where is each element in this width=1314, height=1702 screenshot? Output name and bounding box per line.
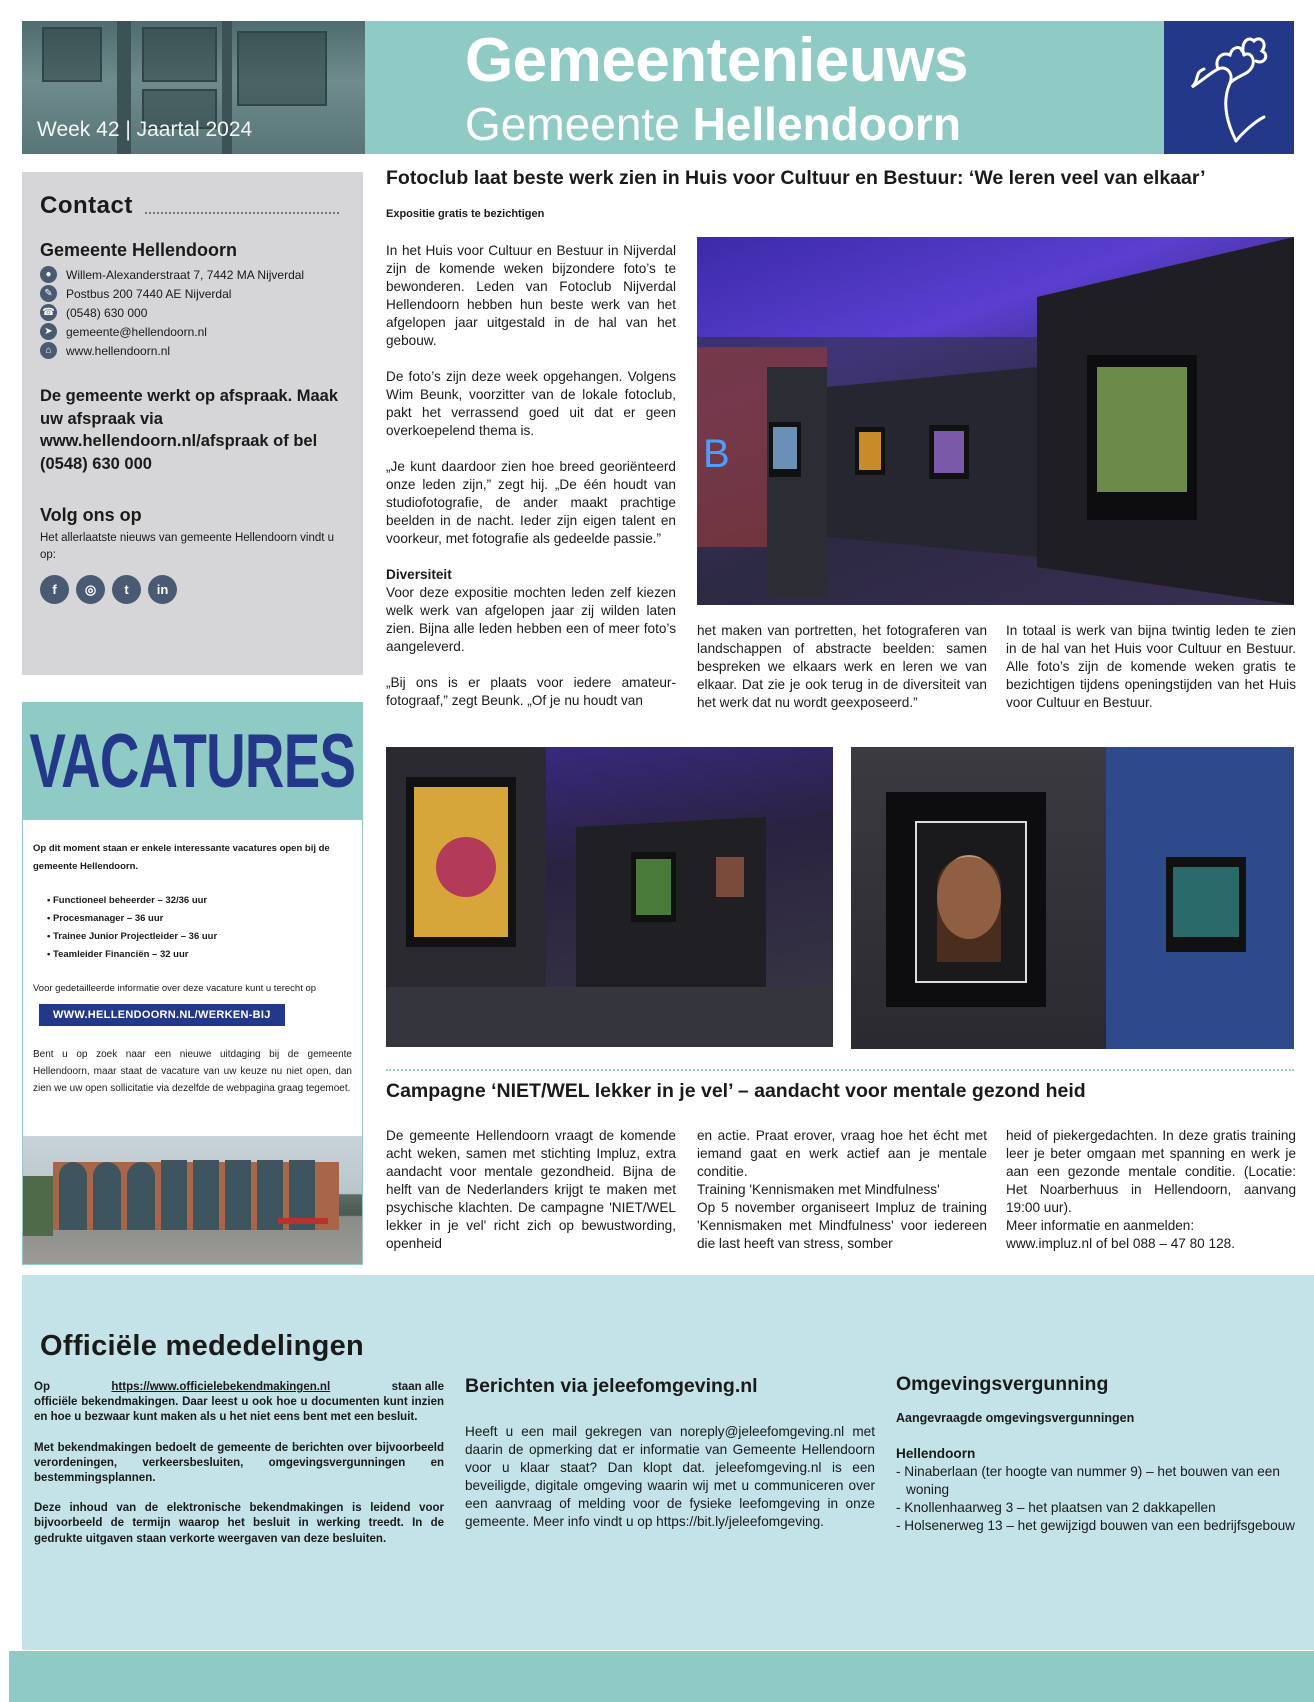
send-icon: ➤ — [40, 323, 57, 340]
instagram-icon[interactable]: ◎ — [76, 575, 105, 604]
contact-phone[interactable]: ☎ (0548) 630 000 — [40, 303, 345, 322]
tree-logo-icon — [1164, 21, 1294, 154]
exhibition-photo-2 — [386, 747, 833, 1047]
follow-heading: Volg ons op — [40, 505, 142, 525]
official-paragraph: Deze inhoud van de elektronische bekendmakingen is leidend voor bijvoorbeeld de termijn waarop het besluit in werking treedt. In de gedrukte uitgaven staan verkorte weergaven van deze besluiten. — [34, 1502, 444, 1545]
official-paragraph: Met bekendmakingen bedoelt de gemeente de berichten over bijvoorbeeld verordeningen, verkeersbesluiten, omgevingsvergunningen en bestemmingsplannen. — [34, 1441, 444, 1485]
jeleefomgeving-text: Heeft u een mail gekregen van noreply@jeleefomgeving.nl met daarin de opmerking dat er informatie van Gemeente Hellendoorn voor u klaar staat? Dan klopt dat. jeleefomgeving.nl is een beveiligde, digitale omgeving waarin wij met u communiceren over een aanvraag of melding voor de fysieke leefomgeving in onze gemeente. Meer info vindt u op https://bit.ly/jeleefomgeving. — [465, 1424, 875, 1529]
permit-place: Hellendoorn — [896, 1446, 976, 1461]
location-icon: ● — [40, 266, 57, 283]
article1-column-3 — [1006, 622, 1296, 730]
permit-subheading: Aangevraagde omgevingsvergunningen — [896, 1411, 1135, 1425]
article1-paragraph: De foto’s zijn deze week opgehangen. Volgens Wim Beunk, voorzitter van de lokale fotoclub, pakt het verrassend goed uit dat er geen overkoepelend thema is. — [386, 369, 676, 438]
permit-item: - Ninaberlaan (ter hoogte van nummer 9) – het bouwen van een woning — [896, 1464, 1280, 1497]
article1-paragraph: In totaal is werk van bijna twintig leden te zien in de hal van het Huis voor Cultuur en Bestuur. Alle foto’s zijn de komende weken gratis te bezichtigen tijdens openingstijden van het Huis voor Cultuur en Bestuur. — [1006, 623, 1296, 710]
article-separator — [386, 1069, 1294, 1071]
article1-subhead: Diversiteit — [386, 567, 452, 582]
contact-email[interactable]: ➤ gemeente@hellendoorn.nl — [40, 322, 345, 341]
home-icon: ⌂ — [40, 342, 57, 359]
masthead — [22, 21, 1294, 154]
article2-column-2 — [697, 1127, 987, 1253]
vacancies-box — [22, 702, 363, 1265]
phone-icon: ☎ — [40, 304, 57, 321]
twitter-icon[interactable]: t — [112, 575, 141, 604]
vacancies-footer-text: Bent u op zoek naar een nieuwe uitdaging bij de gemeente Hellendoorn, maar staat de vacature van uw keuze nu niet open, dan zien we uw open sollicitatie via dezelfde de webpagina graag tegemoet. — [33, 1049, 352, 1094]
contact-org: Gemeente Hellendoorn — [40, 240, 238, 260]
article1-column-1 — [386, 242, 676, 728]
permit-item: - Knollenhaarweg 3 – het plaatsen van 2 dakkapellen — [896, 1500, 1216, 1515]
official-heading: Officiële mededelingen — [40, 1330, 365, 1362]
article1-kicker: Expositie gratis te bezichtigen — [386, 208, 545, 220]
article2-paragraph: Op 5 november organiseert Impluz de training 'Kennismaken met Mindfulness' voor iedereen die last heeft van stress, somber — [697, 1200, 987, 1251]
masthead-title: Gemeentenieuws — [465, 26, 968, 95]
article2-paragraph: Meer informatie en aanmelden: — [1006, 1218, 1195, 1233]
exhibition-photo-3 — [851, 747, 1294, 1049]
vacancy-item[interactable]: • Functioneel beheerder – 32/36 uur — [47, 892, 352, 910]
jeleefomgeving-heading: Berichten via jeleefomgeving.nl — [465, 1375, 758, 1397]
contact-heading: Contact — [40, 192, 345, 220]
article2-paragraph: De gemeente Hellendoorn vraagt de komende acht weken, samen met stichting Impluz, extra aandacht voor mentale gezondheid. Bijna de helft van de Nederlanders krijgt te maken met psychische klachten. De campagne 'NIET/WEL lekker in je vel' richt zich op bewustwording, openheid — [386, 1128, 676, 1251]
vacancies-intro: Op dit moment staan er enkele interessante vacatures open bij de gemeente Hellendoorn. — [33, 843, 330, 872]
town-hall-photo — [23, 1136, 362, 1264]
article2-contact-link[interactable]: www.impluz.nl of bel 088 – 47 80 128. — [1006, 1236, 1235, 1251]
article2-subhead: Training 'Kennismaken met Mindfulness' — [697, 1182, 940, 1197]
vacancies-list — [47, 892, 352, 964]
vacancies-heading: VACATURES — [29, 719, 356, 804]
official-intro: Op https://www.officielebekendmakingen.nl staan alle officiële bekendmakingen. Daar leest u ook hoe u documenten kunt inzien en hoe u bezwaar kunt maken als u het niet eens bent met een besluit. Met bekendmakingen bedoelt de gemeente de berichten over bijvoorbeeld verordeningen, verkeersbesluiten, omgevingsvergunningen en bestemmingsplannen. Deze inhoud van de elektronische bekendmakingen is leidend voor bijvoorbeeld de termijn waarop het besluit in werking treedt. In de gedrukte uitgaven staan verkorte weergaven van deze besluiten. — [34, 1380, 444, 1562]
vacancies-link-button[interactable]: WWW.HELLENDOORN.NL/WERKEN-BIJ — [39, 1004, 285, 1026]
vacancy-item[interactable]: • Teamleider Financiën – 32 uur — [47, 946, 352, 964]
contact-postbus: ✎ Postbus 200 7440 AE Nijverdal — [40, 284, 345, 303]
linkedin-icon[interactable]: in — [148, 575, 177, 604]
follow-text: Het allerlaatste nieuws van gemeente Hellendoorn vindt u op: — [40, 532, 335, 561]
masthead-subtitle: Gemeente Hellendoorn — [465, 98, 961, 150]
article1-paragraph: „Bij ons is er plaats voor iedere amateurfotograaf,” zegt Beunk. „Of je nu houdt van — [386, 675, 676, 708]
contact-box — [22, 172, 363, 675]
exhibition-photo-main — [697, 237, 1294, 605]
svg-text:B: B — [703, 432, 730, 476]
article1-title[interactable]: Fotoclub laat beste werk zien in Huis voor Cultuur en Bestuur: ‘We leren veel van elkaar’ — [386, 167, 1206, 189]
municipality-logo — [1164, 21, 1294, 154]
jeleefomgeving-section — [465, 1375, 875, 1531]
header-building-photo — [22, 21, 365, 154]
official-link[interactable]: https://www.officielebekendmakingen.nl — [111, 1381, 331, 1393]
permit-section — [896, 1375, 1306, 1535]
vacancy-item[interactable]: • Procesmanager – 36 uur — [47, 910, 352, 928]
article1-paragraph: Voor deze expositie mochten leden zelf kiezen welk werk van afgelopen jaar zij wilden laten zien. Bijna alle leden hebben een of meer foto’s aangeleverd. — [386, 585, 676, 654]
article1-paragraph: „Je kunt daardoor zien hoe breed georiënteerd onze leden zijn,” zegt hij. „De één houdt van studiofotografie, de ander maakt prachtige beelden in de nacht. Ieder zijn eigen talent en voorkeur, met fotografie als gedeelde passie.” — [386, 459, 676, 546]
vacancies-info: Voor gedetailleerde informatie over deze vacature kunt u terecht op — [33, 983, 317, 994]
article1-paragraph: In het Huis voor Cultuur en Bestuur in Nijverdal zijn de komende weken bijzondere foto’s te bewonderen. Leden van Fotoclub Nijverdal Hellendoorn hebben hun beste werk van het afgelopen jaar uitgestald in de hal van het gebouw. — [386, 243, 676, 348]
footer-bar — [9, 1651, 1314, 1702]
article2-title[interactable]: Campagne ‘NIET/WEL lekker in je vel’ – aandacht voor mentale gezond heid — [386, 1080, 1086, 1102]
permit-list — [896, 1463, 1306, 1535]
vacancy-item[interactable]: • Trainee Junior Projectleider – 36 uur — [47, 928, 352, 946]
permit-heading: Omgevingsvergunning — [896, 1373, 1109, 1395]
article2-paragraph: en actie. Praat erover, vraag hoe het écht met iemand gaat en werk actief aan je mentale conditie. — [697, 1128, 987, 1179]
week-label: Week 42 | Jaartal 2024 — [37, 118, 253, 141]
article1-column-2 — [697, 622, 987, 730]
pencil-icon: ✎ — [40, 285, 57, 302]
facebook-icon[interactable]: f — [40, 575, 69, 604]
article2-column-1 — [386, 1127, 676, 1271]
social-links — [40, 575, 345, 604]
article2-paragraph: heid of piekergedachten. In deze gratis training leer je beter omgaan met spanning en werk je aan een gezonde mentale conditie. (Locatie: Het Noarberhuus in Hellendoorn, aanvang 19:00 uur). — [1006, 1128, 1296, 1215]
appointment-text: De gemeente werkt op afspraak. Maak uw afspraak via www.hellendoorn.nl/afspraak of bel (0548) 630 000 — [40, 387, 339, 473]
vacancies-header — [23, 703, 362, 820]
contact-address: ● Willem-Alexanderstraat 7, 7442 MA Nijverdal — [40, 265, 345, 284]
official-notices-section — [22, 1275, 1314, 1650]
permit-item: - Holsenerweg 13 – het gewijzigd bouwen van een bedrijfsgebouw — [896, 1518, 1296, 1533]
contact-website[interactable]: ⌂ www.hellendoorn.nl — [40, 341, 345, 360]
article2-column-3 — [1006, 1127, 1296, 1253]
article1-paragraph: het maken van portretten, het fotograferen van landschappen of abstracte beelden: samen bespreken we elkaars werk en leren we van elkaar. Dat zie je ook terug in de diversiteit van het werk dat nu wordt geexposeerd.” — [697, 623, 987, 710]
